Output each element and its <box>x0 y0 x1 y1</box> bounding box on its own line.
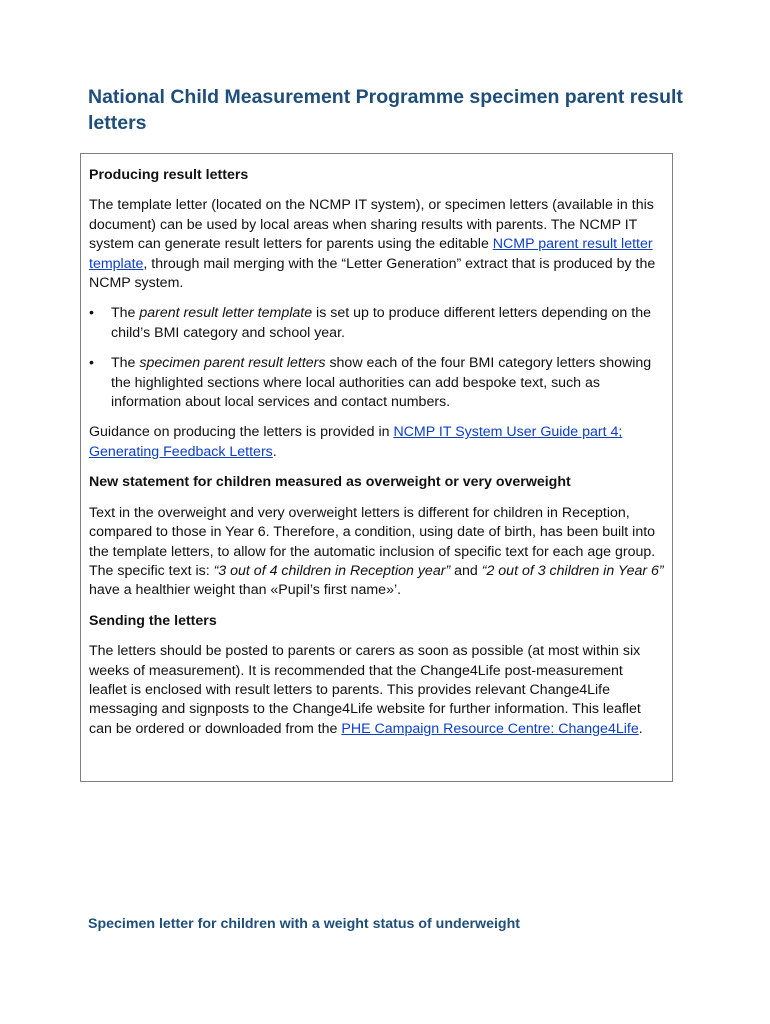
bullet-list <box>89 304 664 412</box>
section-heading-new-statement: New statement for children measured as overweight or very overweight <box>89 474 571 491</box>
template-link[interactable]: NCMP parent result letter template <box>89 236 653 272</box>
campaign-resource-link[interactable]: PHE Campaign Resource Centre: Change4Life <box>341 720 639 737</box>
paragraph-guidance: Guidance on producing the letters is provided in NCMP IT System User Guide part 4; Generating Feedback Letters. <box>89 424 623 460</box>
paragraph-template: The template letter (located on the NCMP IT system), or specimen letters (available in this document) can be used by local areas when sharing results with parents. The NCMP IT system can generate result letters for parents using the editable NCMP parent result letter template, through mail merging with the “Letter Generation” extract that is produced by the NCMP system. <box>89 197 656 292</box>
section-heading-sending: Sending the letters <box>89 612 217 629</box>
underweight-letter-heading: Specimen letter for children with a weight status of underweight <box>88 916 520 932</box>
paragraph-new-statement: Text in the overweight and very overweight letters is different for children in Reception, compared to those in Year 6. Therefore, a condition, using date of birth, has been built into the template letters, to allow for the automatic inclusion of specific text for each age group. The specific text is: “3 out of 4 children in Reception year” and “2 out of 3 children in Year 6” have a healthier weight than «Pupil’s first name»’. <box>89 504 664 599</box>
user-guide-link[interactable]: NCMP IT System User Guide part 4; Generating Feedback Letters <box>89 424 623 460</box>
info-box <box>80 153 673 782</box>
page-title: National Child Measurement Programme specimen parent result letters <box>88 86 683 134</box>
paragraph-sending: The letters should be posted to parents or carers as soon as possible (at most within six weeks of measurement). It is recommended that the Change4Life post-measurement leaflet is enclosed with result letters to parents. This provides relevant Change4Life messaging and signposts to the Change4Life website for further information. This leaflet can be ordered or downloaded from the PHE Campaign Resource Centre: Change4Life. <box>89 643 643 737</box>
list-item: • The parent result letter template is set up to produce different letters depending on the child’s BMI category and school year. <box>89 304 664 343</box>
list-item: • The specimen parent result letters show each of the four BMI category letters showing the highlighted sections where local authorities can add bespoke text, such as information about local services and contact numbers. <box>89 354 664 412</box>
section-heading-producing: Producing result letters <box>89 167 249 183</box>
